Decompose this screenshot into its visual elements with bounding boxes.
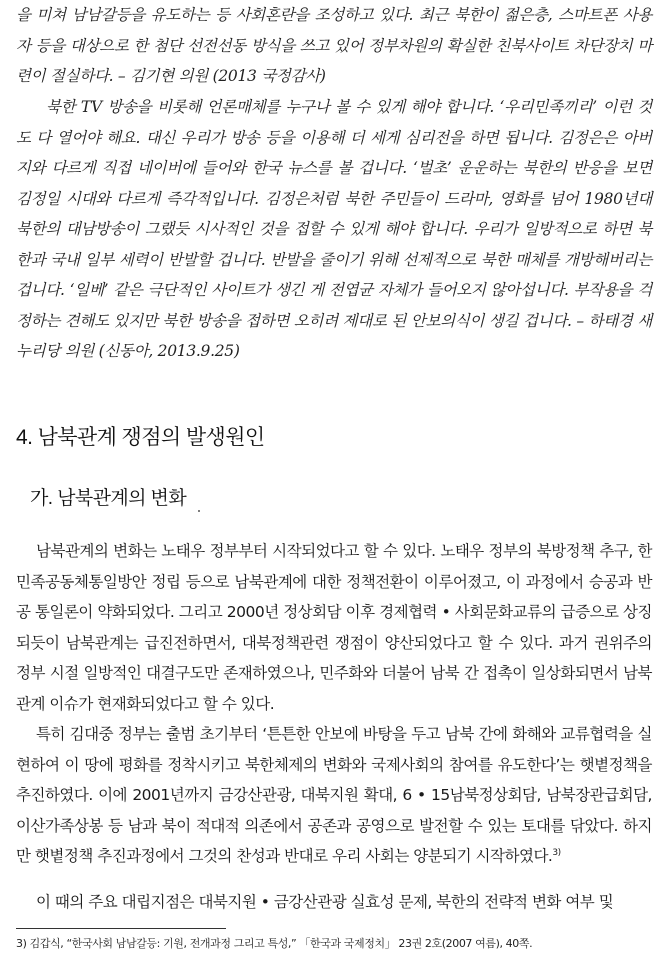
subsection-heading: 가. 남북관계의 변화 — [30, 488, 187, 509]
quote-block-kim-kihyun: 을 미쳐 남남갈등을 유도하는 등 사회혼란을 조성하고 있다. 최근 북한이 젊은층, 스마트폰 사용자 등을 대상으로 한 첨단 선전선동 방식을 쓰고 있어 정부차원의 확실한 친북사이트 차단장치 마련이 절실하다. – 김기현 의원 (2013 국정감사) — [16, 6, 652, 85]
footnote-3: 3) 김갑식, “한국사회 남남갈등: 기원, 전개과정 그리고 특성,” 「한국과 국제정치」 23권 2호(2007 여름), 40쪽. — [16, 937, 533, 950]
section-heading: 4. 남북관계 쟁점의 발생원인 — [16, 426, 265, 449]
body-paragraph-1: 남북관계의 변화는 노태우 정부부터 시작되었다고 할 수 있다. 노태우 정부의 북방정책 추구, 한민족공동체통일방안 정립 등으로 남북관계에 대한 정책전환이 이루어졌고, 이 과정에서 승공과 반공 통일론이 약화되었다. 그리고 2000년 정상회담 이후 경제협력 • 사회문화교류의 급증으로 상징되듯이 남북관계는 급진전하면서, 대북정책관련 쟁점이 양산되었다고 할 수 있다. 과거 권위주의 정부 시절 일방적인 대결구도만 존재하였으나, 민주화와 더불어 남북 간 접촉이 일상화되면서 남북관계 이슈가 현재화되었다고 할 수 있다. — [16, 542, 652, 713]
stray-dot-mark — [198, 510, 200, 512]
body-paragraph-3: 이 때의 주요 대립지점은 대북지원 • 금강산관광 실효성 문제, 북한의 전략적 변화 여부 및 — [36, 893, 614, 911]
body-paragraph-2-text: 특히 김대중 정부는 출범 초기부터 ‘튼튼한 안보에 바탕을 두고 남북 간에 화해와 교류협력을 실현하여 이 땅에 평화를 정착시키고 북한체제의 변화와 국제사회의 참여를 유도한다’는 햇볕정책을 추진하였다. 이에 2001년까지 금강산관광, 대북지원 확대, 6 • 15남북정상회담, 남북장관급회담, 이산가족상봉 등 남과 북이 적대적 의존에서 공존과 공영으로 발전할 수 있는 토대를 닦았다. 하지만 햇볕정책 추진과정에서 그것의 찬성과 반대로 우리 사회는 양분되기 시작하였다. — [16, 725, 652, 865]
quote-block-ha-taekyung: 북한 TV 방송을 비롯해 언론매체를 누구나 볼 수 있게 해야 합니다. ‘우리민족끼리’ 이런 것도 다 열어야 해요. 대신 우리가 방송 등을 이용해 더 세게 심리전을 하면 됩니다. 김정은은 아버지와 다르게 직접 네이버에 들어와 한국 뉴스를 볼 겁니다. ‘벌초’ 운운하는 북한의 반응을 보면 김정일 시대와 다르게 즉각적입니다. 김정은처럼 북한 주민들이 드라마, 영화를 넘어 1980년대 북한의 대남방송이 그랬듯 시사적인 것을 접할 수 있게 해야 합니다. 우리가 일방적으로 하면 북한과 국내 일부 세력이 반발할 겁니다. 반발을 줄이기 위해 선제적으로 북한 매체를 개방해버리는 겁니다. ‘일베’ 같은 극단적인 사이트가 생긴 게 전엽균 자체가 들어오지 않아섭니다. 부작용을 걱정하는 견해도 있지만 북한 방송을 접하면 오히려 제대로 된 안보의식이 생길 겁니다. – 하태경 새누리당 의원 (신동아, 2013.9.25) — [16, 98, 652, 360]
footnote-reference-3[interactable]: 3) — [552, 847, 561, 858]
body-paragraph-2 — [16, 719, 652, 872]
footnote-divider — [16, 928, 226, 929]
